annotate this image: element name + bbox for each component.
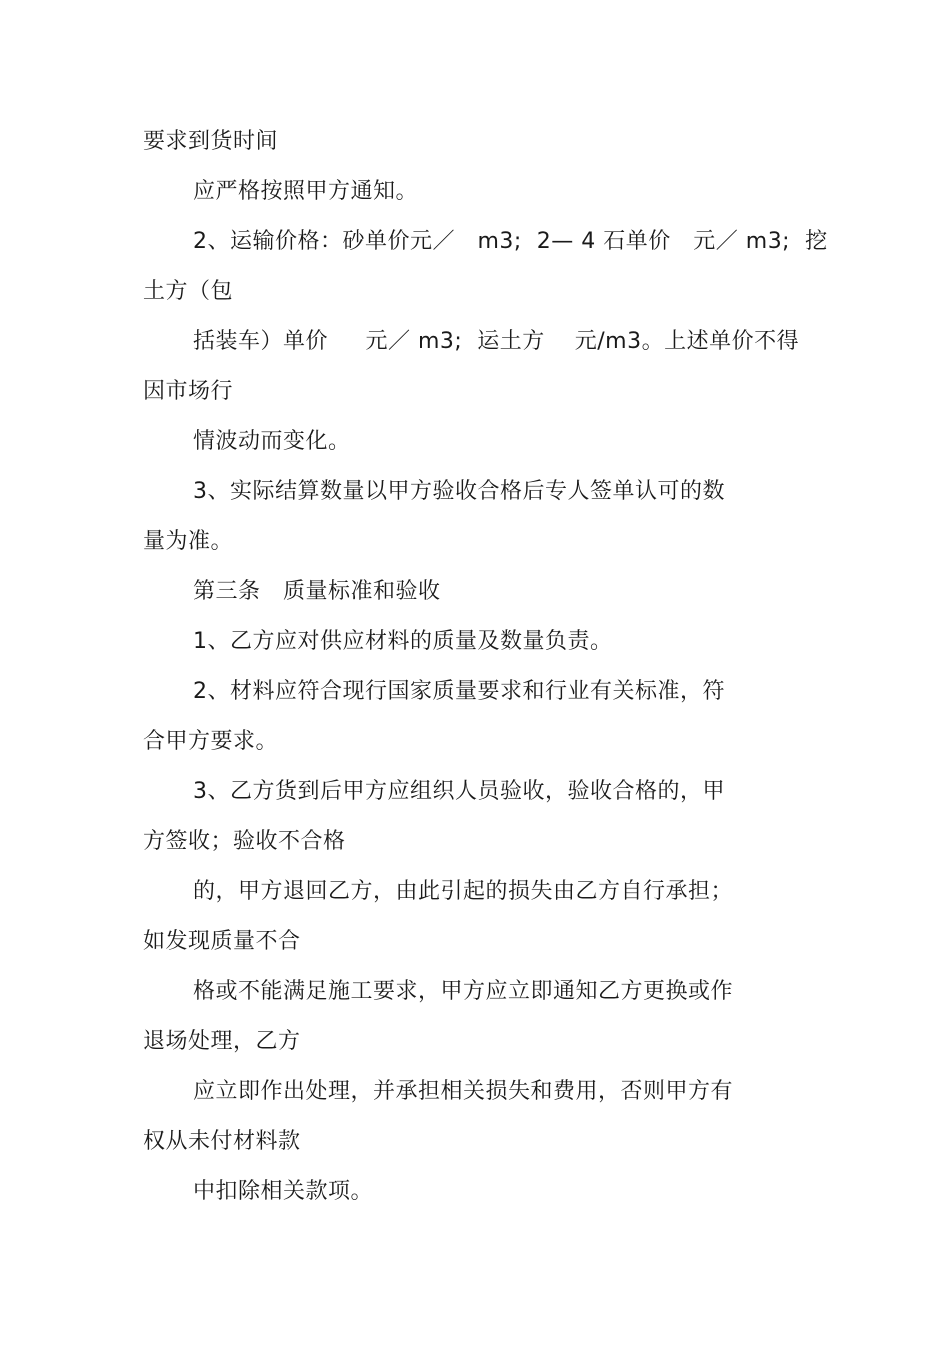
- text-line: 中扣除相关款项。: [193, 1179, 374, 1204]
- text-line: 合甲方要求。: [143, 729, 279, 754]
- text-line: 土方（包: [143, 279, 234, 304]
- text-line: 1、乙方应对供应材料的质量及数量负责。: [193, 629, 613, 654]
- text-line: 情波动而变化。: [193, 429, 351, 454]
- text-line: 2、材料应符合现行国家质量要求和行业有关标准，符: [193, 679, 725, 704]
- text-line: 3、实际结算数量以甲方验收合格后专人签单认可的数: [193, 479, 725, 504]
- text-line: 3、乙方货到后甲方应组织人员验收，验收合格的，甲: [193, 779, 725, 804]
- text-line: 退场处理，乙方: [143, 1029, 301, 1054]
- text-line: 如发现质量不合: [143, 929, 301, 954]
- text-line: 方签收；验收不合格: [143, 829, 346, 854]
- text-line: 应严格按照甲方通知。: [193, 179, 419, 204]
- text-line: 量为准。: [143, 529, 234, 554]
- section-heading: 第三条 质量标准和验收: [193, 579, 441, 604]
- text-line: 括装车）单价 元／ m3; 运土方 元/m3。上述单价不得: [193, 329, 800, 354]
- text-line: 格或不能满足施工要求，甲方应立即通知乙方更换或作: [193, 979, 734, 1004]
- text-line: 因市场行: [143, 379, 234, 404]
- text-line: 的，甲方退回乙方，由此引起的损失由乙方自行承担；: [193, 879, 734, 904]
- text-line: 要求到货时间: [143, 129, 279, 154]
- text-line: 权从未付材料款: [143, 1129, 301, 1154]
- text-line: 2、运输价格：砂单价元／ m3; 2— 4 石单价 元／ m3; 挖: [193, 229, 828, 254]
- text-line: 应立即作出处理，并承担相关损失和费用，否则甲方有: [193, 1079, 734, 1104]
